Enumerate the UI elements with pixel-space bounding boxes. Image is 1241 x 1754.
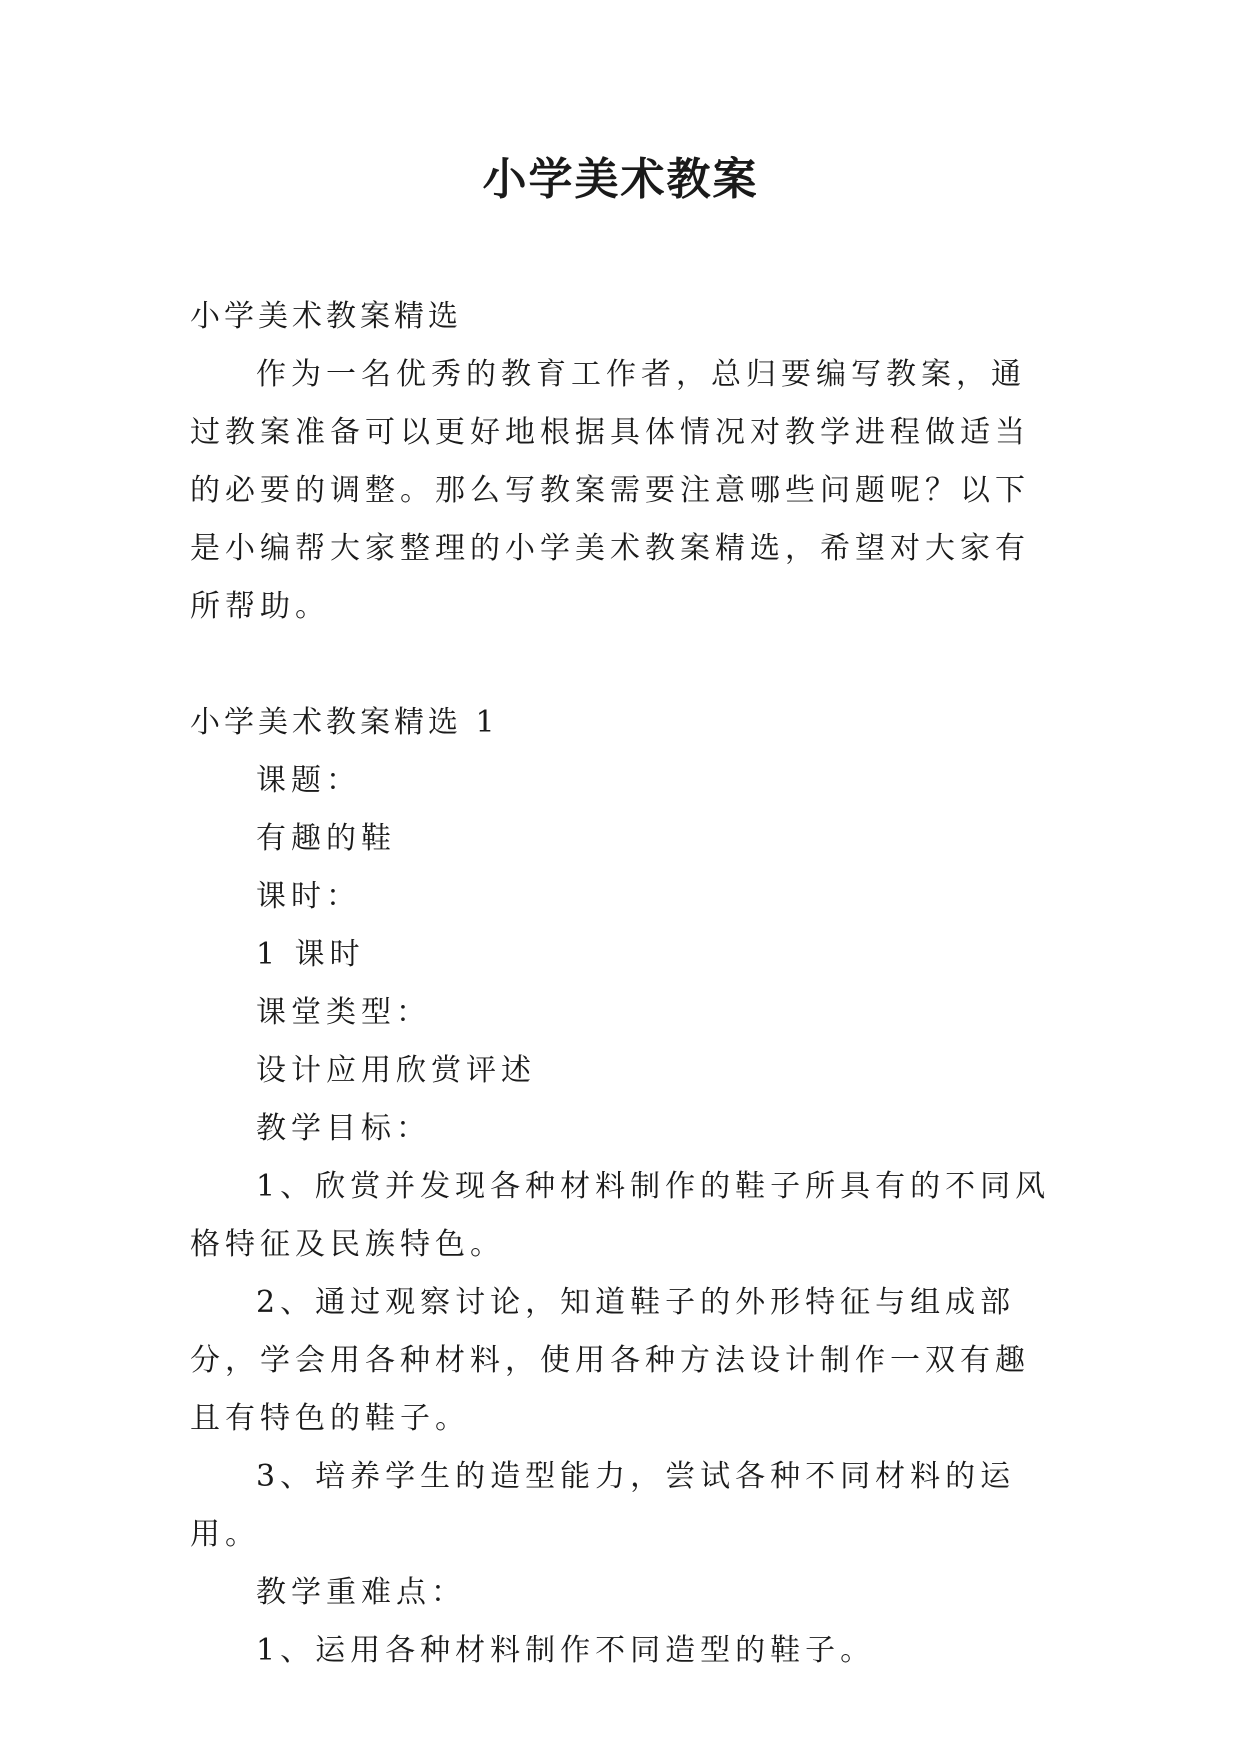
spacer [190, 636, 1052, 694]
document-body [190, 288, 1052, 1680]
difficulty-item: 1、运用各种材料制作不同造型的鞋子。 [256, 1633, 876, 1668]
period-value: 1 课时 [256, 937, 365, 972]
difficulty-label: 教学重难点： [256, 1575, 466, 1610]
goal-item: 1、欣赏并发现各种材料制作的鞋子所具有的不同风格特征及民族特色。 [190, 1169, 1051, 1262]
intro-paragraph: 作为一名优秀的教育工作者，总归要编写教案，通过教案准备可以更好地根据具体情况对教学进程做适当的必要的调整。那么写教案需要注意哪些问题呢？以下是小编帮大家整理的小学美术教案精选，希望对大家有所帮助。 [190, 357, 1030, 624]
type-label: 课堂类型： [256, 995, 431, 1030]
period-label: 课时： [256, 879, 361, 914]
goals-label: 教学目标： [256, 1111, 431, 1146]
goal-item: 3、培养学生的造型能力，尝试各种不同材料的运用。 [190, 1459, 1016, 1552]
topic-label: 课题： [256, 763, 361, 798]
lesson-heading: 小学美术教案精选 1 [190, 705, 499, 740]
goal-item: 2、通过观察讨论，知道鞋子的外形特征与组成部分，学会用各种材料，使用各种方法设计制作一双有趣且有特色的鞋子。 [190, 1285, 1030, 1436]
section-heading: 小学美术教案精选 [190, 299, 462, 334]
type-value: 设计应用欣赏评述 [256, 1053, 536, 1088]
topic-value: 有趣的鞋 [256, 821, 396, 856]
document-title: 小学美术教案 [482, 154, 759, 205]
